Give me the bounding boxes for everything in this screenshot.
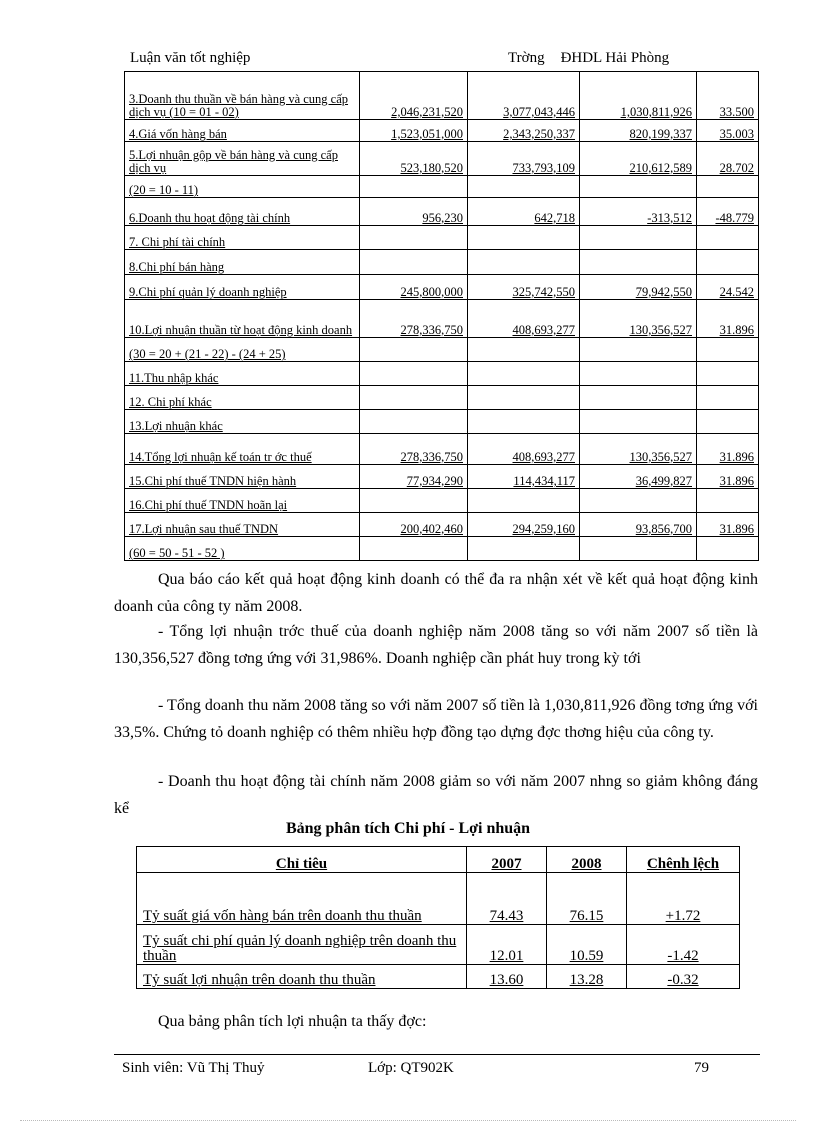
value-diff xyxy=(580,386,697,410)
row-label: 6.Doanh thu hoạt động tài chính xyxy=(125,198,360,226)
value-2008: 325,742,550 xyxy=(468,275,580,300)
value-diff: 130,356,527 xyxy=(580,434,697,465)
table-header-row xyxy=(137,847,740,873)
table-row xyxy=(125,362,759,386)
value-2008 xyxy=(468,176,580,198)
value-pct xyxy=(697,489,759,513)
closing-sentence: Qua bảng phân tích lợi nhuận ta thấy đợc: xyxy=(158,1013,427,1030)
table-row xyxy=(125,120,759,142)
value-2007: 278,336,750 xyxy=(360,300,468,338)
value-pct xyxy=(697,386,759,410)
value-diff: 93,856,700 xyxy=(580,513,697,537)
value-pct: 31.896 xyxy=(697,434,759,465)
table-row xyxy=(137,873,740,925)
value-2007 xyxy=(360,362,468,386)
value-2008 xyxy=(468,362,580,386)
row-label: 7. Chi phí tài chính xyxy=(125,226,360,250)
value-2007 xyxy=(360,250,468,275)
table-row xyxy=(125,72,759,120)
value-2008: 294,259,160 xyxy=(468,513,580,537)
table-row xyxy=(125,226,759,250)
table-row xyxy=(125,176,759,198)
row-label: 13.Lợi nhuận khác xyxy=(125,410,360,434)
row-label: (60 = 50 - 51 - 52 ) xyxy=(125,537,360,561)
row-label: 14.Tổng lợi nhuận kế toán tr ớc thuế xyxy=(125,434,360,465)
row-label: 16.Chi phí thuế TNDN hoãn lại xyxy=(125,489,360,513)
value-2007: 77,934,290 xyxy=(360,465,468,489)
value-2008: 114,434,117 xyxy=(468,465,580,489)
table-row xyxy=(125,410,759,434)
value-2008: 13.28 xyxy=(547,965,627,989)
header-indicator: Chỉ tiêu xyxy=(137,847,467,873)
value-2007 xyxy=(360,489,468,513)
table-row xyxy=(125,300,759,338)
paragraph-financial: - Doanh thu hoạt động tài chính năm 2008 giảm so với năm 2007 nhng so giảm không đáng kể xyxy=(114,773,758,817)
value-diff xyxy=(580,338,697,362)
table-row xyxy=(125,386,759,410)
footer-page-number: 79 xyxy=(694,1060,709,1076)
value-2008 xyxy=(468,386,580,410)
value-2008 xyxy=(468,250,580,275)
table-row xyxy=(125,537,759,561)
value-diff xyxy=(580,226,697,250)
value-pct xyxy=(697,410,759,434)
value-diff xyxy=(580,250,697,275)
table-row xyxy=(137,965,740,989)
value-2007: 523,180,520 xyxy=(360,142,468,176)
footer-divider xyxy=(114,1054,760,1055)
value-diff xyxy=(580,410,697,434)
row-label: (30 = 20 + (21 - 22) - (24 + 25) xyxy=(125,338,360,362)
header-university-prefix: Trờng xyxy=(508,50,545,66)
value-2008 xyxy=(468,489,580,513)
value-pct: 35.003 xyxy=(697,120,759,142)
value-diff: 210,612,589 xyxy=(580,142,697,176)
value-2007 xyxy=(360,386,468,410)
row-label: 9.Chi phí quản lý doanh nghiệp xyxy=(125,275,360,300)
value-2007: 200,402,460 xyxy=(360,513,468,537)
table-row xyxy=(125,513,759,537)
header-university-name: ĐHDL Hải Phòng xyxy=(560,50,670,66)
header-diff: Chênh lệch xyxy=(627,847,740,873)
value-pct: 31.896 xyxy=(697,465,759,489)
value-2007: 12.01 xyxy=(467,925,547,965)
value-pct: 31.896 xyxy=(697,513,759,537)
value-pct xyxy=(697,176,759,198)
row-label: 12. Chi phí khác xyxy=(125,386,360,410)
value-2007 xyxy=(360,338,468,362)
value-2007 xyxy=(360,410,468,434)
value-2008 xyxy=(468,338,580,362)
row-label: Tỷ suất lợi nhuận trên doanh thu thuần xyxy=(137,965,467,989)
value-pct: 33.500 xyxy=(697,72,759,120)
value-diff: 36,499,827 xyxy=(580,465,697,489)
row-label: Tỷ suất chi phí quản lý doanh nghiệp trên doanh thu thuần xyxy=(137,925,467,965)
value-diff xyxy=(580,489,697,513)
page-bottom-dotted-line xyxy=(20,1120,796,1121)
value-pct xyxy=(697,537,759,561)
value-2007: 245,800,000 xyxy=(360,275,468,300)
value-pct xyxy=(697,250,759,275)
value-diff: 820,199,337 xyxy=(580,120,697,142)
value-diff xyxy=(580,176,697,198)
table-row xyxy=(125,198,759,226)
value-2007: 278,336,750 xyxy=(360,434,468,465)
table-row xyxy=(125,338,759,362)
table-row xyxy=(137,925,740,965)
value-2007: 13.60 xyxy=(467,965,547,989)
value-diff xyxy=(580,362,697,386)
income-statement-table xyxy=(124,71,759,561)
paragraph-revenue: - Tổng doanh thu năm 2008 tăng so với năm 2007 số tiền là 1,030,811,926 đồng tơng ứng với 33,5%. Chứng tỏ doanh nghiệp có thêm nhiều hợp đồng tạo dựng đợc thơng hiệu của công ty. xyxy=(114,697,758,741)
paragraph-intro: Qua báo cáo kết quả hoạt động kinh doanh có thể đa ra nhận xét về kết quả hoạt động kinh doanh của công ty năm 2008. xyxy=(114,571,758,615)
value-2008: 3,077,043,446 xyxy=(468,72,580,120)
value-pct: 28.702 xyxy=(697,142,759,176)
value-pct xyxy=(697,338,759,362)
header-university xyxy=(508,50,669,67)
value-2007 xyxy=(360,176,468,198)
value-2008: 76.15 xyxy=(547,873,627,925)
footer-class: Lớp: QT902K xyxy=(368,1060,454,1076)
value-2007: 2,046,231,520 xyxy=(360,72,468,120)
row-label: 5.Lợi nhuận gộp về bán hàng và cung cấp dịch vụ xyxy=(125,142,360,176)
table-row xyxy=(125,434,759,465)
value-2008 xyxy=(468,410,580,434)
value-diff: 79,942,550 xyxy=(580,275,697,300)
header-thesis-label: Luận văn tốt nghiệp xyxy=(130,50,251,66)
value-diff: 1,030,811,926 xyxy=(580,72,697,120)
table-row xyxy=(125,250,759,275)
value-diff: -1.42 xyxy=(627,925,740,965)
value-2007 xyxy=(360,537,468,561)
row-label: Tỷ suất giá vốn hàng bán trên doanh thu thuần xyxy=(137,873,467,925)
value-2008: 642,718 xyxy=(468,198,580,226)
table-row xyxy=(125,489,759,513)
footer-student: Sinh viên: Vũ Thị Thuỷ xyxy=(122,1060,265,1076)
row-label: 10.Lợi nhuận thuần từ hoạt động kinh doanh xyxy=(125,300,360,338)
value-2008 xyxy=(468,537,580,561)
cost-profit-table xyxy=(136,846,740,989)
value-diff: 130,356,527 xyxy=(580,300,697,338)
value-2008: 10.59 xyxy=(547,925,627,965)
value-diff: -0.32 xyxy=(627,965,740,989)
value-2007: 1,523,051,000 xyxy=(360,120,468,142)
value-2008: 408,693,277 xyxy=(468,434,580,465)
value-2007 xyxy=(360,226,468,250)
table-row xyxy=(125,142,759,176)
table-row xyxy=(125,275,759,300)
value-2007: 74.43 xyxy=(467,873,547,925)
header-2007: 2007 xyxy=(467,847,547,873)
value-pct: 24.542 xyxy=(697,275,759,300)
row-label: 4.Giá vốn hàng bán xyxy=(125,120,360,142)
value-2008: 2,343,250,337 xyxy=(468,120,580,142)
table-row xyxy=(125,465,759,489)
value-2008: 408,693,277 xyxy=(468,300,580,338)
value-pct xyxy=(697,226,759,250)
value-2007: 956,230 xyxy=(360,198,468,226)
value-2008: 733,793,109 xyxy=(468,142,580,176)
row-label: (20 = 10 - 11) xyxy=(125,176,360,198)
row-label: 11.Thu nhập khác xyxy=(125,362,360,386)
row-label: 15.Chi phí thuế TNDN hiện hành xyxy=(125,465,360,489)
paragraph-profit: - Tổng lợi nhuận trớc thuế của doanh nghiệp năm 2008 tăng so với năm 2007 số tiền là 130,356,527 đồng tơng ứng với 31,986%. Doanh nghiệp cần phát huy trong kỳ tới xyxy=(114,623,758,667)
value-2008 xyxy=(468,226,580,250)
value-diff: +1.72 xyxy=(627,873,740,925)
value-pct: 31.896 xyxy=(697,300,759,338)
header-2008: 2008 xyxy=(547,847,627,873)
value-pct: -48.779 xyxy=(697,198,759,226)
cost-profit-table-title: Bảng phân tích Chi phí - Lợi nhuận xyxy=(285,820,531,837)
value-diff xyxy=(580,537,697,561)
value-diff: -313,512 xyxy=(580,198,697,226)
value-pct xyxy=(697,362,759,386)
row-label: 17.Lợi nhuận sau thuế TNDN xyxy=(125,513,360,537)
row-label: 3.Doanh thu thuần về bán hàng và cung cấp dịch vụ (10 = 01 - 02) xyxy=(125,72,360,120)
row-label: 8.Chi phí bán hàng xyxy=(125,250,360,275)
